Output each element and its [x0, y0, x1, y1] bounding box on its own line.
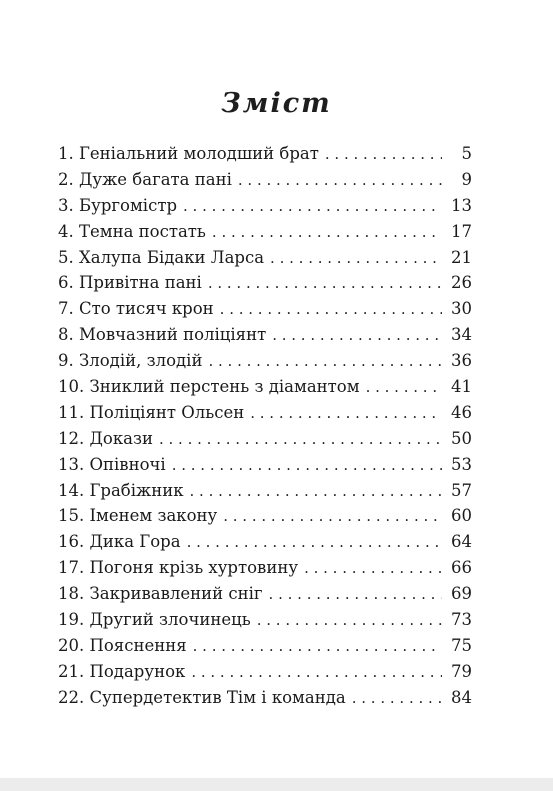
entry-page-number: 60	[451, 506, 472, 526]
entry-page-number: 69	[451, 584, 472, 604]
toc-entry	[58, 529, 472, 555]
toc-entry	[58, 296, 472, 322]
dot-leader	[257, 608, 442, 634]
entry-page-number: 30	[451, 299, 472, 319]
dot-leader	[352, 686, 442, 712]
dot-leader	[187, 530, 442, 556]
dot-leader	[159, 427, 442, 453]
toc-entry	[58, 452, 472, 478]
entry-title: 5. Халупа Бідаки Ларса	[58, 247, 265, 267]
entry-title: 1. Геніальний молодший брат	[58, 144, 319, 163]
toc-entry	[58, 633, 472, 659]
entry-page-number: 84	[451, 687, 472, 707]
entry-title: 14. Грабіжник	[58, 480, 184, 500]
entry-title: 6. Привітна пані	[58, 273, 202, 293]
dot-leader	[238, 168, 442, 194]
toc-entry	[58, 607, 472, 633]
dot-leader	[191, 660, 442, 686]
dot-leader	[272, 323, 442, 349]
dot-leader	[208, 271, 442, 297]
dot-leader	[193, 634, 442, 660]
entry-title: 22. Супердетектив Тім і команда	[58, 687, 346, 707]
entry-title: 16. Дика Гора	[58, 532, 181, 552]
dot-leader	[183, 194, 442, 220]
entry-title: 2. Дуже багата пані	[58, 169, 232, 189]
dot-leader	[212, 220, 442, 246]
entry-title: 11. Поліціянт Ольсен	[58, 402, 245, 422]
entry-page-number: 41	[451, 377, 472, 397]
toc-entry	[58, 219, 472, 245]
entry-title: 12. Докази	[58, 428, 153, 448]
entry-page-number: 9	[461, 169, 472, 189]
dot-leader	[269, 582, 442, 608]
entry-page-number: 53	[451, 454, 472, 474]
entry-title: 18. Закривавлений сніг	[58, 584, 263, 604]
toc-entry	[58, 685, 472, 711]
toc-entry	[58, 426, 472, 452]
toc-entry	[58, 555, 472, 581]
entry-title: 13. Опівночі	[58, 454, 166, 474]
entry-page-number: 46	[451, 402, 472, 422]
dot-leader	[208, 349, 442, 375]
dot-leader	[172, 453, 442, 479]
entry-title: 21. Подарунок	[58, 661, 186, 681]
dot-leader	[250, 401, 442, 427]
entry-page-number: 73	[451, 610, 472, 630]
entry-page-number: 26	[451, 273, 472, 293]
entry-page-number: 13	[451, 195, 472, 215]
toc-entry	[58, 141, 472, 167]
entry-title: 15. Іменем закону	[58, 506, 218, 526]
entry-title: 8. Мовчазний поліціянт	[58, 325, 267, 345]
entry-page-number: 36	[451, 351, 472, 371]
toc-entry	[58, 193, 472, 219]
entry-page-number: 66	[451, 558, 472, 578]
table-of-contents	[58, 141, 472, 711]
dot-leader	[304, 556, 442, 582]
entry-page-number: 21	[451, 247, 472, 267]
entry-page-number: 79	[451, 661, 472, 681]
dot-leader	[223, 504, 442, 530]
dot-leader	[270, 246, 442, 272]
dot-leader	[366, 375, 442, 401]
entry-title: 19. Другий злочинець	[58, 610, 251, 630]
entry-page-number: 57	[451, 480, 472, 500]
toc-entry	[58, 322, 472, 348]
toc-entry	[58, 581, 472, 607]
entry-title: 3. Бургомістр	[58, 195, 178, 215]
toc-entry	[58, 400, 472, 426]
toc-entry	[58, 659, 472, 685]
entry-title: 9. Злодій, злодій	[58, 351, 203, 371]
entry-page-number: 5	[461, 144, 472, 163]
toc-entry	[58, 245, 472, 271]
entry-page-number: 50	[451, 428, 472, 448]
entry-title: 10. Зниклий перстень з діамантом	[58, 377, 360, 397]
toc-entry	[58, 270, 472, 296]
entry-page-number: 34	[451, 325, 472, 345]
dot-leader	[220, 297, 442, 323]
toc-entry	[58, 503, 472, 529]
toc-entry	[58, 374, 472, 400]
page-bottom-edge	[0, 778, 553, 791]
entry-page-number: 17	[451, 221, 472, 241]
toc-entry	[58, 348, 472, 374]
dot-leader	[190, 479, 442, 505]
dot-leader	[325, 142, 442, 168]
entry-title: 4. Темна постать	[58, 221, 206, 241]
toc-entry	[58, 167, 472, 193]
toc-entry	[58, 478, 472, 504]
entry-title: 20. Пояснення	[58, 635, 187, 655]
entry-title: 17. Погоня крізь хуртовину	[58, 558, 299, 578]
entry-title: 7. Сто тисяч крон	[58, 299, 214, 319]
page-title: Зміст	[221, 88, 332, 119]
entry-page-number: 75	[451, 635, 472, 655]
entry-page-number: 64	[451, 532, 472, 552]
